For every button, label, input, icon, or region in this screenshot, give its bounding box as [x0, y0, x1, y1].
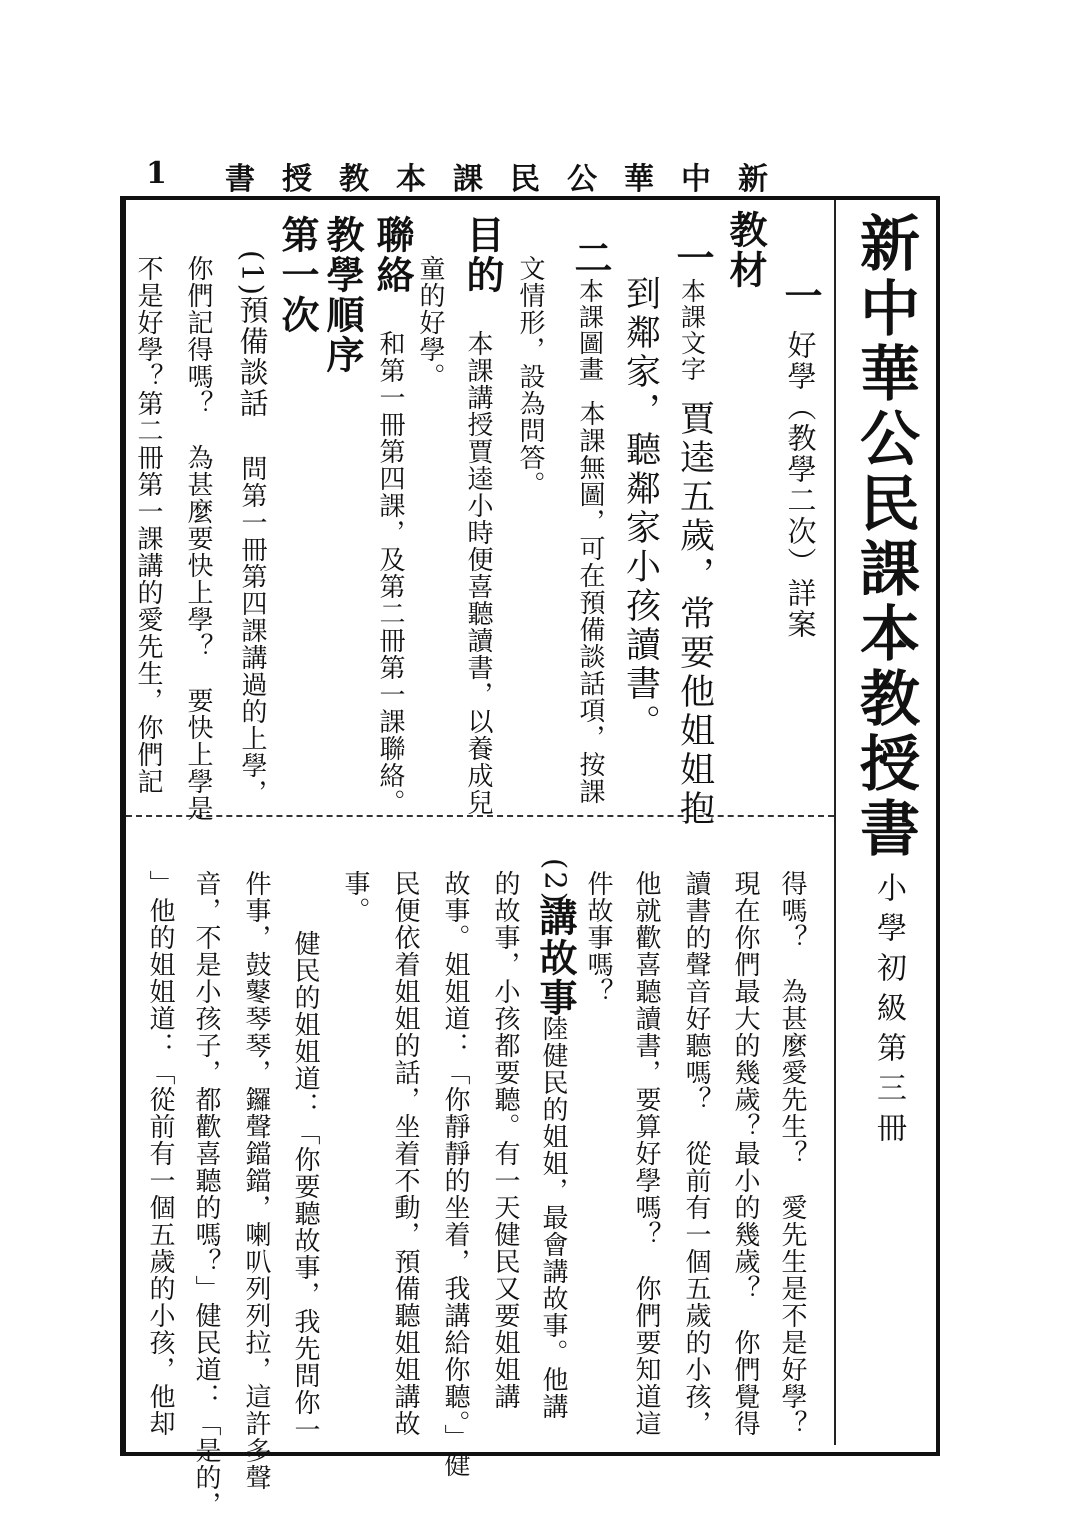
text-line: 他就歡喜聽讀書，要算好學嗎？ 你們要知道這: [631, 870, 661, 1437]
materials-item1-marker: 一: [670, 238, 715, 278]
link-text: 和第一冊第四課，及第二冊第一課聯絡。: [375, 330, 405, 816]
purpose-cont: 童的好學。: [415, 255, 445, 390]
story-marker: (2): [538, 858, 573, 906]
lesson-marker: 一: [778, 276, 823, 316]
book-subtitle: 小學初級第三冊: [871, 872, 906, 1152]
story-text: 陸健民的姐姐，最會講故事。他講: [538, 1015, 568, 1420]
page-number: 1: [146, 156, 167, 191]
materials-item2-text: 本課無圖，可在預備談話項，按課: [575, 400, 605, 805]
materials-item2-marker: 二: [568, 238, 613, 278]
text-line: 得嗎？ 為甚麼愛先生？ 愛先生是不是好學？: [777, 870, 807, 1437]
prep-line: 你們記得嗎？ 為甚麼要快上學？ 要快上學是: [183, 255, 213, 822]
first-session-heading: 第一次: [275, 215, 320, 335]
prep-text: 問第一冊第四課講過的上學，: [237, 455, 267, 806]
text-line: 現在你們最大的幾歲？最小的幾歲？ 你們覺得: [730, 870, 760, 1437]
text-line: 的故事，小孩都要聽。有一天健民又要姐姐講: [490, 870, 520, 1410]
text-line: 故事。姐姐道：「你靜靜的坐着，我講給你聽。」健: [440, 870, 470, 1478]
materials-heading: 教材: [723, 210, 768, 290]
story-label: 講故事: [533, 898, 578, 1018]
materials-item2-cont: 文情形，設為問答。: [515, 255, 545, 498]
text-line: 讀書的聲音好聽嗎？ 從前有一個五歲的小孩，: [681, 870, 711, 1437]
materials-item1-text: 賈逵五歲，常要他姐姐抱: [674, 400, 715, 829]
text-line: 健民的姐姐道：「你要聽故事，我先問你一: [290, 930, 320, 1443]
purpose-heading: 目的: [460, 215, 505, 295]
text-line: 件事，鼓鼕琴琴，鑼聲鐺鐺，喇叭列列拉，這許多聲: [241, 870, 271, 1491]
prep-label: 預備談話: [235, 295, 270, 419]
link-heading: 聯絡: [370, 215, 415, 295]
lesson-title: 好學（教學二次）詳案: [783, 330, 818, 640]
text-line: 音，不是小孩子，都歡喜聽的嗎？」健民道：「是的，: [191, 870, 221, 1518]
order-heading: 教學順序: [320, 215, 365, 375]
materials-item2-label: 本課圖畫: [575, 278, 605, 382]
text-line: 民便依着姐姐的話，坐着不動，預備聽姐姐講故: [390, 870, 420, 1437]
materials-item1-label: 本課文字: [677, 278, 707, 382]
purpose-text: 本課講授賈逵小時便喜聽讀書，以養成兒: [463, 330, 493, 816]
title-divider: [834, 200, 836, 1445]
prep-marker: (1): [235, 250, 270, 298]
text-line: 」他的姐姐道：「從前有一個五歲的小孩，他却: [145, 870, 175, 1437]
materials-item1-cont: 到鄰家，聽鄰家小孩讀書。: [620, 275, 661, 743]
book-title: 新中華公民課本教授書: [850, 212, 920, 862]
text-line: 事。: [340, 870, 370, 924]
prep-line: 不是好學？第二冊第一課講的愛先生，你們記: [133, 255, 163, 795]
running-title: 新中華公民課本教授書: [225, 162, 795, 197]
text-line: 件故事嗎？: [583, 870, 613, 1005]
